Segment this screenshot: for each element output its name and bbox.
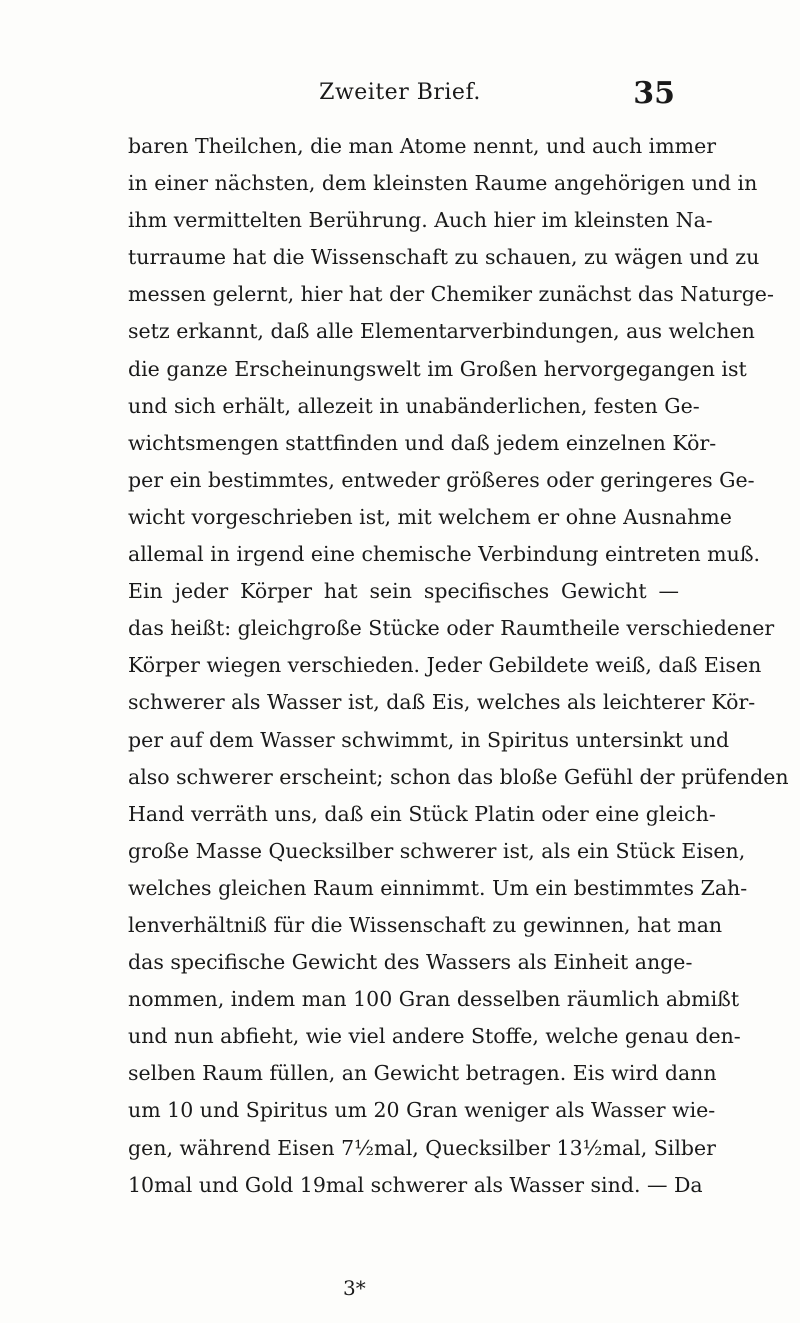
text-line: in einer nächsten, dem kleinsten Raume angehörigen und in: [128, 171, 758, 196]
text-line: per ein bestimmtes, entweder größeres oder geringeres Ge-: [128, 467, 755, 492]
text-line: ihm vermittelten Berührung. Auch hier im kleinsten Na-: [128, 208, 713, 233]
text-line: selben Raum füllen, an Gewicht betragen. Eis wird dann: [128, 1061, 717, 1086]
body-text: [128, 128, 789, 1204]
text-line: und sich erhält, allezeit in unabänderlichen, festen Ge-: [128, 393, 700, 418]
text-line: gen, während Eisen 7½mal, Quecksilber 13½mal, Silber: [128, 1135, 716, 1160]
text-line: turraume hat die Wissenschaft zu schauen, zu wägen und zu: [128, 245, 760, 270]
running-title: Zweiter Brief.: [319, 80, 481, 105]
text-line: also schwerer erscheint; schon das bloße Gefühl der prüfenden: [128, 764, 789, 789]
text-line: und nun abfieht, wie viel andere Stoffe, welche genau den-: [128, 1024, 741, 1049]
text-line: Ein jeder Körper hat sein specifisches Gewicht —: [128, 579, 679, 604]
text-line: große Masse Quecksilber schwerer ist, als ein Stück Eisen,: [128, 838, 746, 863]
page-number: 35: [633, 76, 675, 111]
text-line: Körper wiegen verschieden. Jeder Gebildete weiß, daß Eisen: [128, 653, 762, 678]
text-line: schwerer als Wasser ist, daß Eis, welches als leichterer Kör-: [128, 690, 756, 715]
signature-mark: 3*: [343, 1276, 366, 1300]
text-line: wicht vorgeschrieben ist, mit welchem er ohne Ausnahme: [128, 504, 732, 529]
text-line: lenverhältniß für die Wissenschaft zu gewinnen, hat man: [128, 912, 723, 937]
text-line: baren Theilchen, die man Atome nennt, und auch immer: [128, 134, 717, 158]
text-line: nommen, indem man 100 Gran desselben räumlich abmißt: [128, 987, 740, 1012]
text-line: welches gleichen Raum einnimmt. Um ein bestimmtes Zah-: [128, 875, 748, 900]
text-line: die ganze Erscheinungswelt im Großen hervorgegangen ist: [128, 356, 747, 381]
text-line: wichtsmengen stattfinden und daß jedem einzelnen Kör-: [128, 430, 717, 455]
text-line: das heißt: gleichgroße Stücke oder Raumtheile verschiedener: [128, 616, 775, 641]
text-line: allemal in irgend eine chemische Verbindung eintreten muß.: [128, 542, 761, 567]
text-line: das specifische Gewicht des Wassers als Einheit ange-: [128, 950, 693, 975]
text-line: um 10 und Spiritus um 20 Gran weniger als Wasser wie-: [128, 1098, 716, 1123]
text-line: messen gelernt, hier hat der Chemiker zunächst das Naturge-: [128, 282, 774, 307]
text-line: Hand verräth uns, daß ein Stück Platin oder eine gleich-: [128, 801, 716, 826]
text-line: per auf dem Wasser schwimmt, in Spiritus untersinkt und: [128, 727, 730, 752]
text-line: setz erkannt, daß alle Elementarverbindungen, aus welchen: [128, 319, 755, 344]
text-line: 10mal und Gold 19mal schwerer als Wasser sind. — Da: [128, 1172, 703, 1197]
